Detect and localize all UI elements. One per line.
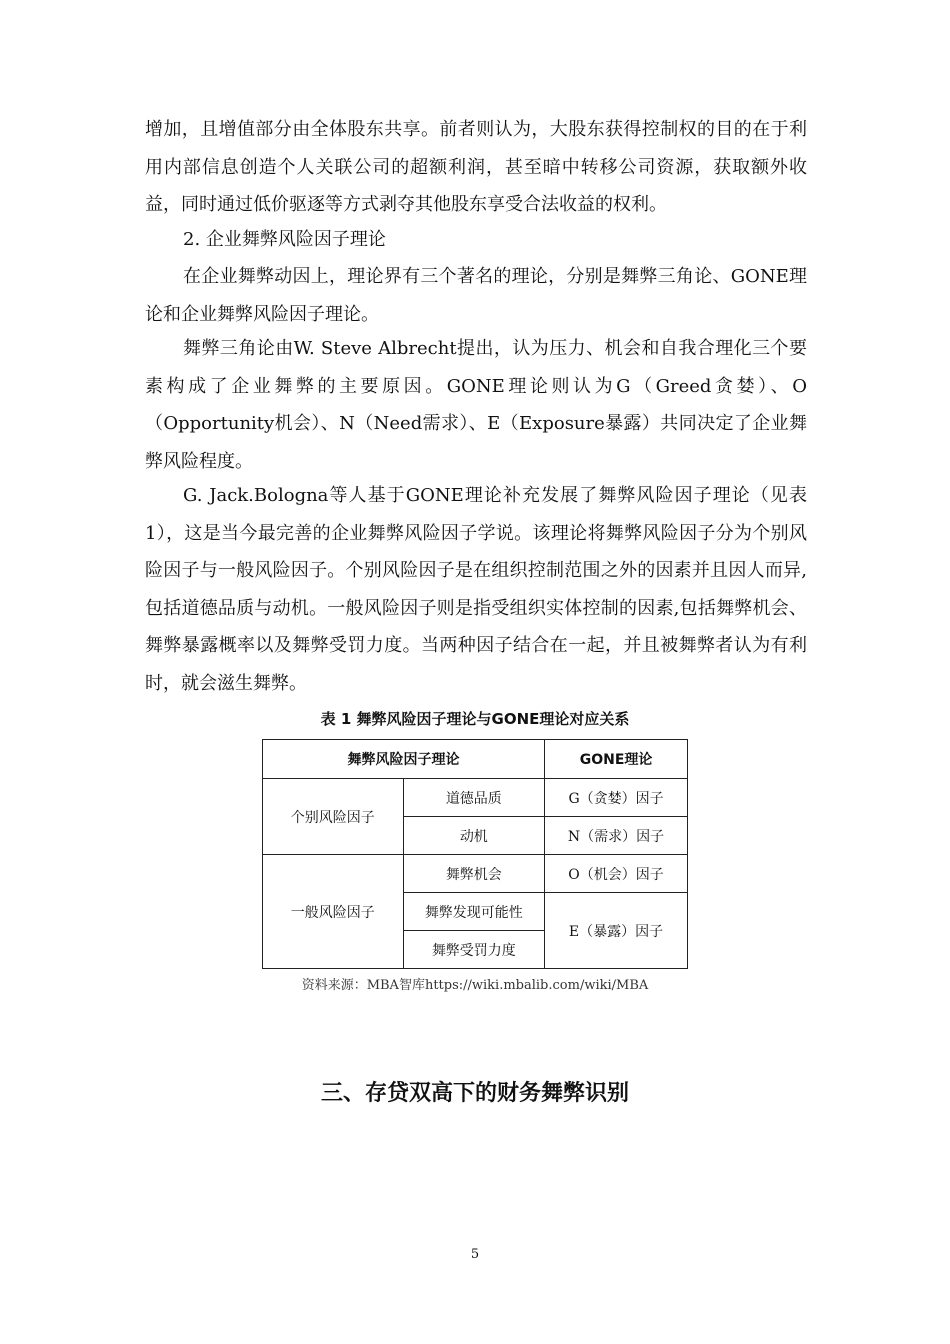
gone-exposure-factor: E（暴露）因子	[545, 893, 688, 969]
factor-fraud-opportunity: 舞弊机会	[403, 855, 545, 893]
paragraph-2: 在企业舞弊动因上，理论界有三个著名的理论，分别是舞弊三角论、GONE理论和企业舞弊风险因子理论。	[145, 266, 807, 325]
page-number: 5	[470, 1247, 480, 1262]
paragraph-3: 舞弊三角论由W. Steve Albrecht提出，认为压力、机会和自我合理化三个要素构成了企业舞弊的主要原因。GONE理论则认为G（Greed贪婪）、O（Opportunity机会）、N（Need需求）、E（Exposure暴露）共同决定了企业舞弊风险程度。	[145, 338, 807, 472]
header-gone-theory: GONE理论	[545, 740, 688, 779]
section-title: 三、存贷双高下的财务舞弊识别	[320, 1081, 629, 1106]
gone-opportunity-factor: O（机会）因子	[545, 855, 688, 893]
table-source: 资料来源：MBA智库https://wiki.mbalib.com/wiki/MBA	[301, 978, 649, 993]
table-row	[263, 779, 688, 817]
group-individual-risk-factor: 个别风险因子	[263, 779, 404, 855]
group-general-risk-factor: 一般风险因子	[263, 855, 404, 969]
paragraph-1: 增加，且增值部分由全体股东共享。前者则认为，大股东获得控制权的目的在于利用内部信息创造个人关联公司的超额利润，甚至暗中转移公司资源，获取额外收益，同时通过低价驱逐等方式剥夺其他股东享受合法收益的权利。	[145, 119, 807, 216]
factor-moral-quality: 道德品质	[403, 779, 545, 817]
subheading-fraud-risk-factor-theory: 2. 企业舞弊风险因子理论	[183, 229, 386, 250]
table-row	[263, 855, 688, 893]
correspondence-table	[262, 739, 688, 969]
header-fraud-risk-factor-theory: 舞弊风险因子理论	[263, 740, 545, 779]
gone-greed-factor: G（贪婪）因子	[545, 779, 688, 817]
factor-motive: 动机	[403, 817, 545, 855]
factor-punishment-severity: 舞弊受罚力度	[403, 931, 545, 969]
factor-detection-probability: 舞弊发现可能性	[403, 893, 545, 931]
table-header-row	[263, 740, 688, 779]
paragraph-4: G. Jack.Bologna等人基于GONE理论补充发展了舞弊风险因子理论（见表1），这是当今最完善的企业舞弊风险因子学说。该理论将舞弊风险因子分为个别风险因子与一般风险因子。个别风险因子是在组织控制范围之外的因素并且因人而异,包括道德品质与动机。一般风险因子则是指受组织实体控制的因素,包括舞弊机会、舞弊暴露概率以及舞弊受罚力度。当两种因子结合在一起，并且被舞弊者认为有利时，就会滋生舞弊。	[145, 485, 807, 694]
gone-need-factor: N（需求）因子	[545, 817, 688, 855]
table-caption: 表 1 舞弊风险因子理论与GONE理论对应关系	[320, 710, 630, 728]
